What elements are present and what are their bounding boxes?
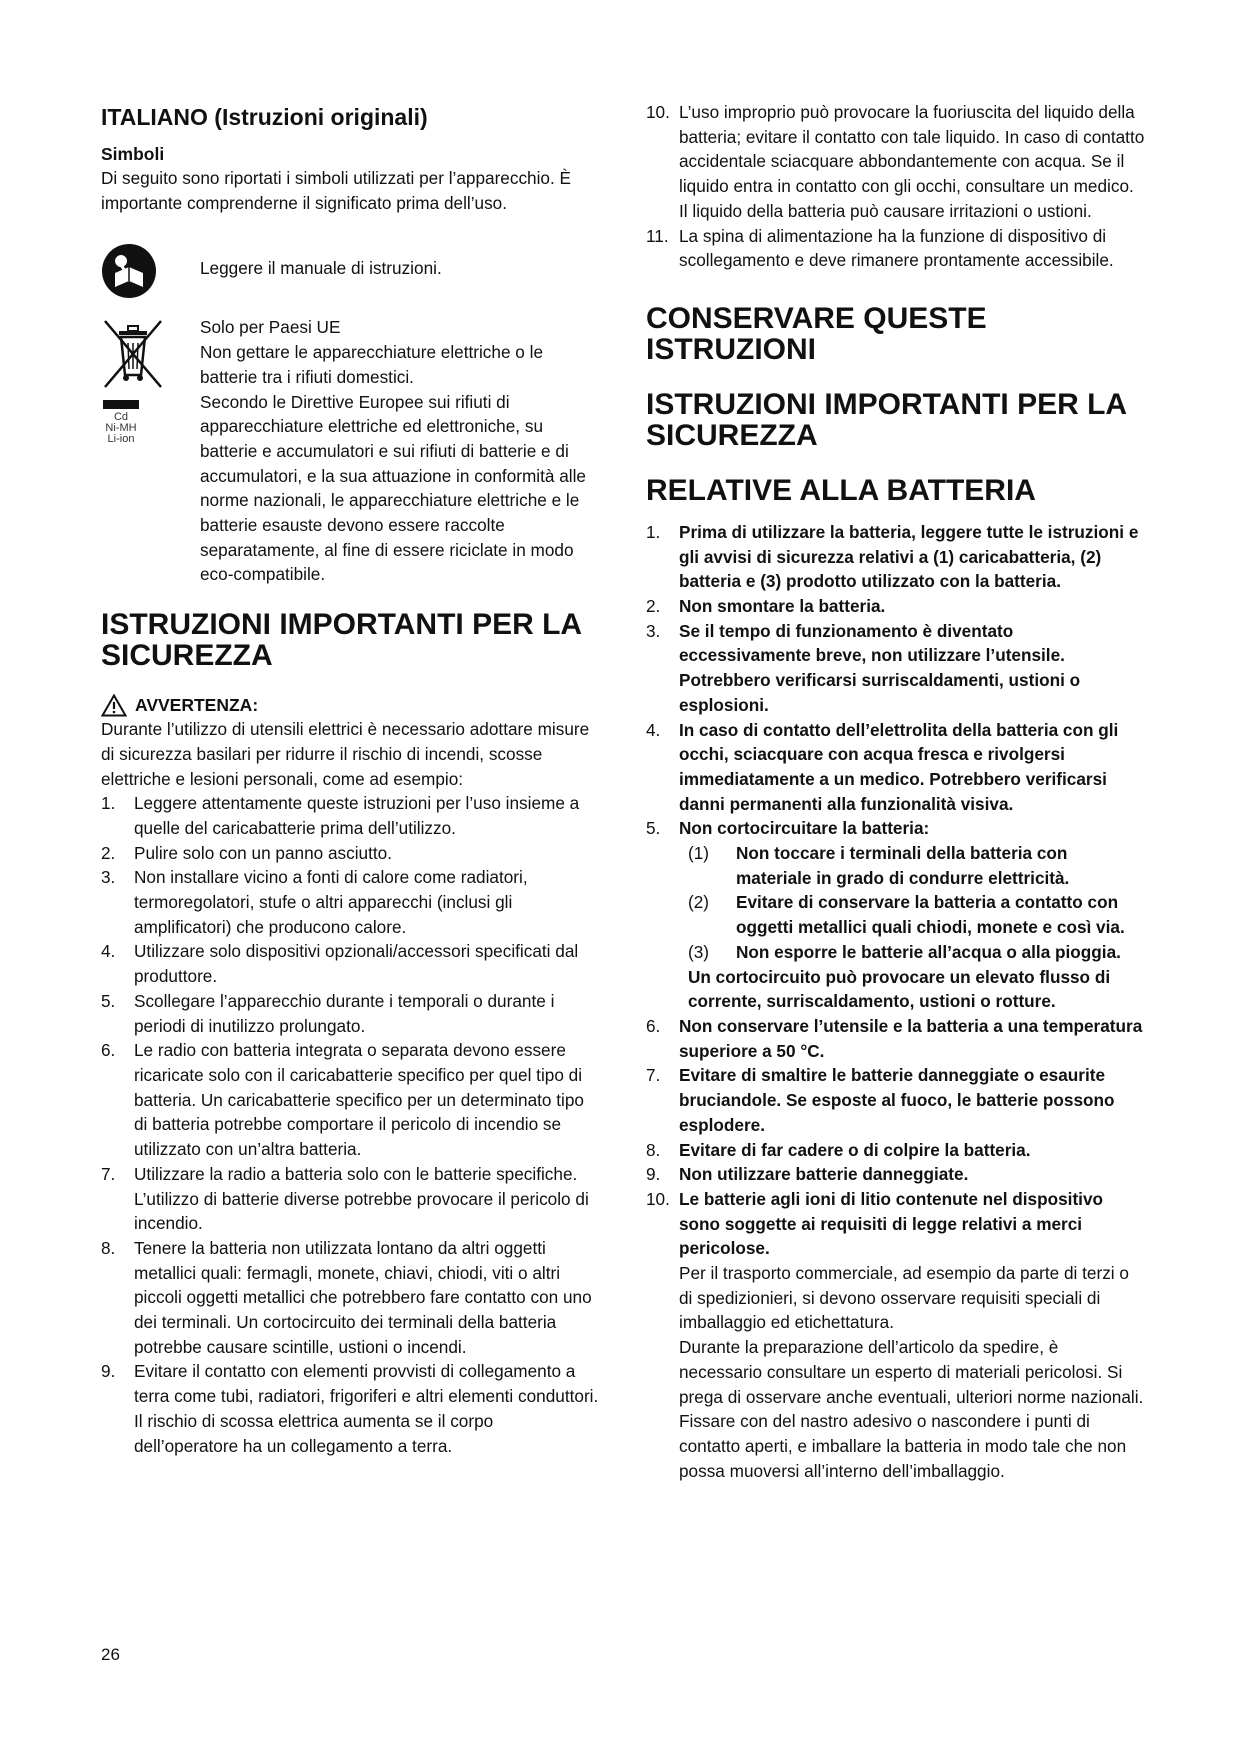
sub-list-item: (2) Evitare di conservare la batteria a contatto con oggetti metallici quali chiodi, monete e così via. xyxy=(688,892,1125,938)
warning-text: Durante l’utilizzo di utensili elettrici è necessario adottare misure di sicurezza basilari per ridurre il rischio di incendi, scosse elettriche e lesioni personali, come ad esempio: xyxy=(101,719,590,789)
right-column xyxy=(646,100,1146,1483)
list-item: 6. Non conservare l’utensile e la batteria a una temperatura superiore a 50 °C. xyxy=(646,1015,1143,1061)
list-item: 4. In caso di contatto dell’elettrolita della batteria con gli occhi, sciacquare con acqua fresca e rivolgersi immediatamente a un medico. Potrebbero verificarsi danni permanenti alla funzionalità visiva. xyxy=(646,719,1119,814)
bar-icon xyxy=(103,400,139,409)
list-item: 11. La spina di alimentazione ha la funzione di dispositivo di scollegamento e deve rimanere prontamente accessibile. xyxy=(646,225,1114,271)
packing-note: Fissare con del nastro adesivo o nascondere i punti di contatto aperti, e imballare la batteria in modo tale che non possa muoversi all’interno dell’imballaggio. xyxy=(679,1411,1127,1481)
short-circuit-note: Un cortocircuito può provocare un elevato flusso di corrente, surriscaldamento, ustioni o rotture. xyxy=(688,966,1111,1012)
list-item: 7. Evitare di smaltire le batterie danneggiate o esaurite bruciandole. Se esposte al fuoco, le batterie possono esplodere. xyxy=(646,1065,1115,1135)
warning-triangle-icon xyxy=(101,694,127,717)
left-column xyxy=(101,100,601,1458)
keep-instructions-heading: CONSERVARE QUESTE ISTRUZIONI xyxy=(646,301,987,366)
list-item: 1. Leggere attentamente queste istruzioni per l’uso insieme a quelle del caricabatterie prima dell’utilizzo. xyxy=(101,793,580,838)
battery-chemistry-mark xyxy=(103,400,145,445)
weee-line-2: Non gettare le apparecchiature elettriche o le batterie tra i rifiuti domestici. xyxy=(200,342,544,387)
symbol-manual-row xyxy=(101,241,601,303)
safety-list-continued xyxy=(646,100,1146,273)
safety-heading: ISTRUZIONI IMPORTANTI PER LA SICUREZZA xyxy=(101,608,581,673)
list-item: 9. Evitare il contatto con elementi provvisti di collegamento a terra come tubi, radiatori, frigoriferi e altri elementi conduttori. Il rischio di scossa elettrica aumenta se il corpo dell’operatore ha un collegamento a terra. xyxy=(101,1361,599,1456)
list-item: 2. Non smontare la batteria. xyxy=(646,596,886,617)
weee-line-3: Secondo le Direttive Europee sui rifiuti di apparecchiature elettriche ed elettroniche, su batterie e accumulatori e sui rifiuti di batterie e di accumulatori, e la sua attuazione in conformità alle norme nazionali, le apparecchiature elettriche e le batterie esauste devono essere raccolte separatamente, al fine di essere riciclate in modo eco-compatibile. xyxy=(200,391,586,585)
transport-note: Per il trasporto commerciale, ad esempio da parte di terzi o di spedizionieri, si devono osservare requisiti speciali di imballaggio ed etichettatura. xyxy=(679,1263,1129,1333)
list-item: 3. Se il tempo di funzionamento è diventato eccessivamente breve, non utilizzare l’utensile. Potrebbero verificarsi surriscaldamenti, ustioni o esplosioni. xyxy=(646,620,1081,715)
list-item: 2. Pulire solo con un panno asciutto. xyxy=(101,842,392,863)
page-number: 26 xyxy=(101,1645,120,1664)
symbol-weee-row xyxy=(101,315,601,587)
list-item: 10. L’uso improprio può provocare la fuoriuscita del liquido della batteria; evitare il contatto con tale liquido. In caso di contatto accidentale sciacquare abbondantemente con acqua. Se il liquido entra in contatto con gli occhi, consultare un medico. Il liquido della batteria può causare irritazioni o ustioni. xyxy=(646,102,1145,221)
list-item: 8. Evitare di far cadere o di colpire la batteria. xyxy=(646,1139,1031,1160)
weee-line-1: Solo per Paesi UE xyxy=(200,317,341,338)
list-item: 9. Non utilizzare batterie danneggiate. xyxy=(646,1164,969,1185)
safety-list xyxy=(101,791,601,1458)
list-item: 5. Non cortocircuitare la batteria: (1) Non toccare i terminali della batteria con materiale in grado di condurre elettricità. (2) Evitare di conservare la batteria a contatto con oggetti metallici quali chiodi, monete e così via. (3) Non esporre le batterie all’acqua o alla pioggia. Un cortocircuito può provocare un elevato flusso di corrente, surriscaldamento, ustioni o rotture. xyxy=(646,816,1146,1014)
symbol-manual-text: Leggere il manuale di istruzioni. xyxy=(200,258,442,279)
sub-list xyxy=(679,841,1146,965)
battery-label-liion: Li-ion xyxy=(107,433,135,446)
shipping-note: Durante la preparazione dell’articolo da spedire, è necessario consultare un esperto di materiali pericolosi. Si prega di osservare anche eventuali, ulteriori norme nazionali. xyxy=(679,1337,1144,1407)
language-title: ITALIANO (Istruzioni originali) xyxy=(101,104,428,130)
warning-label-row xyxy=(101,693,601,717)
list-item: 4. Utilizzare solo dispositivi opzionali/accessori specificati dal produttore. xyxy=(101,941,579,987)
sub-list-item: (3) Non esporre le batterie all’acqua o alla pioggia. xyxy=(688,941,1121,962)
battery-safety-heading: ISTRUZIONI IMPORTANTI PER LA SICUREZZA xyxy=(646,387,1126,452)
symbols-intro: Di seguito sono riportati i simboli utilizzati per l’apparecchio. È importante comprenderne il significato prima dell’uso. xyxy=(101,168,572,213)
battery-label-nimh: Ni-MH xyxy=(105,422,137,435)
warning-label: AVVERTENZA: xyxy=(135,695,259,716)
battery-heading: RELATIVE ALLA BATTERIA xyxy=(646,473,1036,507)
list-item: 10. Le batterie agli ioni di litio contenute nel dispositivo sono soggette ai requisiti di legge relativi a merci pericolose. Per il trasporto commerciale, ad esempio da parte di terzi o di spedizionieri, si devono osservare requisiti speciali di imballaggio ed etichettatura. Durante la preparazione dell’articolo da spedire, è necessario consultare un esperto di materiali pericolosi. Si prega di osservare anche eventuali, ulteriori norme nazionali. Fissare con del nastro adesivo o nascondere i punti di contatto aperti, e imballare la batteria in modo tale che non possa muoversi all’interno dell’imballaggio. xyxy=(646,1187,1146,1483)
battery-list xyxy=(646,520,1146,1483)
list-item: 1. Prima di utilizzare la batteria, leggere tutte le istruzioni e gli avvisi di sicurezza relativi a (1) caricabatteria, (2) batteria e (3) prodotto utilizzato con la batteria. xyxy=(646,521,1139,592)
battery-label-cd: Cd xyxy=(113,411,129,424)
list-item: 5. Scollegare l’apparecchio durante i temporali o durante i periodi di inutilizzo prolungato. xyxy=(101,990,555,1036)
sub-list-item: (1) Non toccare i terminali della batteria con materiale in grado di condurre elettricità. xyxy=(688,843,1070,888)
list-item: 6. Le radio con batteria integrata o separata devono essere ricaricate solo con il caricabatterie specifico per quel tipo di batteria. Un caricabatterie specifico per un determinato tipo di batteria potrebbe comportare il pericolo di incendio se utilizzato con un’altra batteria. xyxy=(101,1040,584,1160)
list-item: 3. Non installare vicino a fonti di calore come radiatori, termoregolatori, stufe o altri apparecchi (inclusi gli amplificatori) che producono calore. xyxy=(101,867,528,937)
symbols-title: Simboli xyxy=(101,144,165,164)
crossed-bin-icon xyxy=(101,317,165,397)
read-manual-icon xyxy=(101,243,157,299)
list-item: 8. Tenere la batteria non utilizzata lontano da altri oggetti metallici quali: fermagli, monete, chiavi, chiodi, viti o altri piccoli oggetti metallici che potrebbero fare contatto con uno dei terminali. Un cortocircuito dei terminali della batteria potrebbe causare scintille, ustioni o incendi. xyxy=(101,1237,592,1357)
list-item: 7. Utilizzare la radio a batteria solo con le batterie specifiche. L’utilizzo di batterie diverse potrebbe provocare il pericolo di incendio. xyxy=(101,1163,589,1234)
